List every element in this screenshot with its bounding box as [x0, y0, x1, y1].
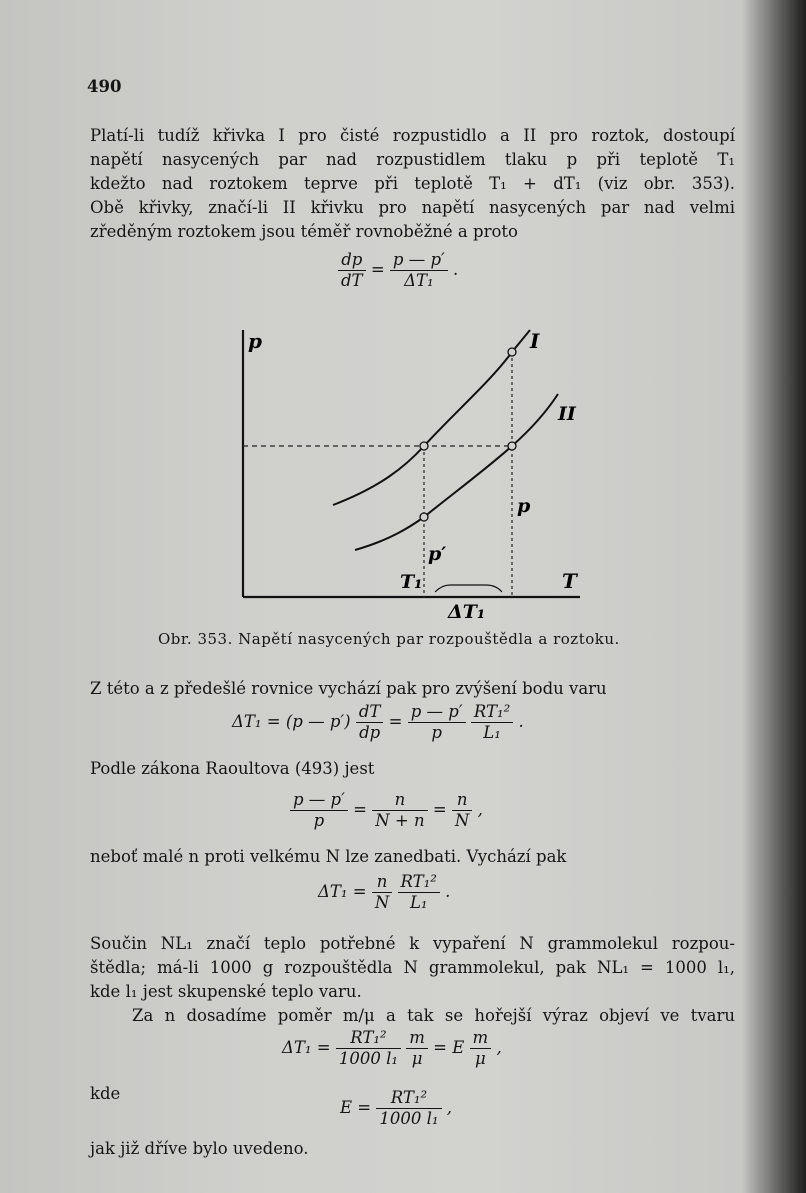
paragraph-2: Z této a z předešlé rovnice vychází pak pro zvýšení bodu varu — [90, 679, 607, 698]
point-I-t1 — [420, 442, 428, 450]
paragraph-4: neboť malé n proti velkému N lze zanedbati. Vychází pak — [90, 847, 567, 866]
closing-line: jak již dříve bylo uvedeno. — [90, 1139, 309, 1158]
delta-t-brace — [435, 585, 502, 592]
paragraph-1-line-2: napětí nasycených par nad rozpustidlem tlaku p při teplotě T₁ — [90, 150, 735, 169]
paragraph-1-line-5: zředěným roztokem jsou téměř rovnoběžné a proto — [90, 222, 518, 241]
curve-II — [355, 394, 558, 550]
kde-label: kde — [90, 1084, 121, 1103]
equation-4: ΔT₁ = $\frac{n}{N}$ $\frac{\text{RT₁²}}{\text{L₁}}$ . — [318, 872, 451, 912]
curve-I — [333, 330, 530, 505]
paragraph-5-line-3: kde l₁ jest skupenské teplo varu. — [90, 982, 362, 1001]
x-axis-label: T — [562, 569, 577, 593]
point-II-t1 — [420, 513, 428, 521]
curve-II-label: II — [558, 403, 576, 425]
equation-6: E = $\frac{\text{RT₁²}}{\text{1000 l₁}}$ , — [340, 1088, 453, 1128]
delta-t-label: ΔT₁ — [448, 601, 486, 623]
equation-1: $\frac{dp}{dT}$ = $\frac{p — p'}{\text{ΔT₁}}$ . — [338, 250, 458, 291]
paragraph-5-line-2: štědla; má-li 1000 g rozpouštědla N grammolekul, pak NL₁ = 1000 l₁, — [90, 958, 735, 977]
page-number: 490 — [87, 77, 122, 96]
paragraph-5-line-1: Součin NL₁ značí teplo potřebné k vypaření N grammolekul rozpou- — [90, 934, 735, 953]
paragraph-5-line-4: Za n dosadíme poměr m/μ a tak se hořejší výraz objeví ve tvaru — [132, 1006, 735, 1025]
p-label: p — [517, 495, 531, 517]
paragraph-1-line-1: Platí-li tudíž křivka I pro čisté rozpustidlo a II pro roztok, dostoupí — [90, 126, 735, 145]
figure-353 — [230, 322, 610, 632]
t1-label: T₁ — [400, 571, 423, 593]
equation-3: $\frac{p — p'}{p}$ = $\frac{n}{N + n}$ = $\frac{n}{N}$ , — [290, 790, 483, 831]
paragraph-1-line-4: Obě křivky, značí-li II křivku pro napětí nasycených par nad velmi — [90, 198, 735, 217]
paragraph-1-line-3: kdežto nad roztokem teprve při teplotě T₁ + dT₁ (viz obr. 353). — [90, 174, 735, 193]
equation-5: ΔT₁ = $\frac{\text{RT₁²}}{\text{1000 l₁}}$ $\frac{m}{\mu}$ = E $\frac{m}{\mu}$ , — [282, 1028, 502, 1068]
curve-I-label: I — [530, 329, 540, 353]
equation-2: ΔT₁ = (p — p′) $\frac{dT}{dp}$ = $\frac{p — p'}{p}$ $\frac{\text{RT₁²}}{\text{L₁}}$ . — [232, 702, 524, 742]
y-axis-label: p — [248, 329, 262, 353]
point-II-t1-dt — [508, 442, 516, 450]
figure-caption: Obr. 353. Napětí nasycených par rozpouštědla a roztoku. — [158, 630, 620, 648]
paragraph-3: Podle zákona Raoultova (493) jest — [90, 759, 375, 778]
point-I-t1-dt — [508, 348, 516, 356]
p-prime-label: p′ — [428, 543, 447, 565]
